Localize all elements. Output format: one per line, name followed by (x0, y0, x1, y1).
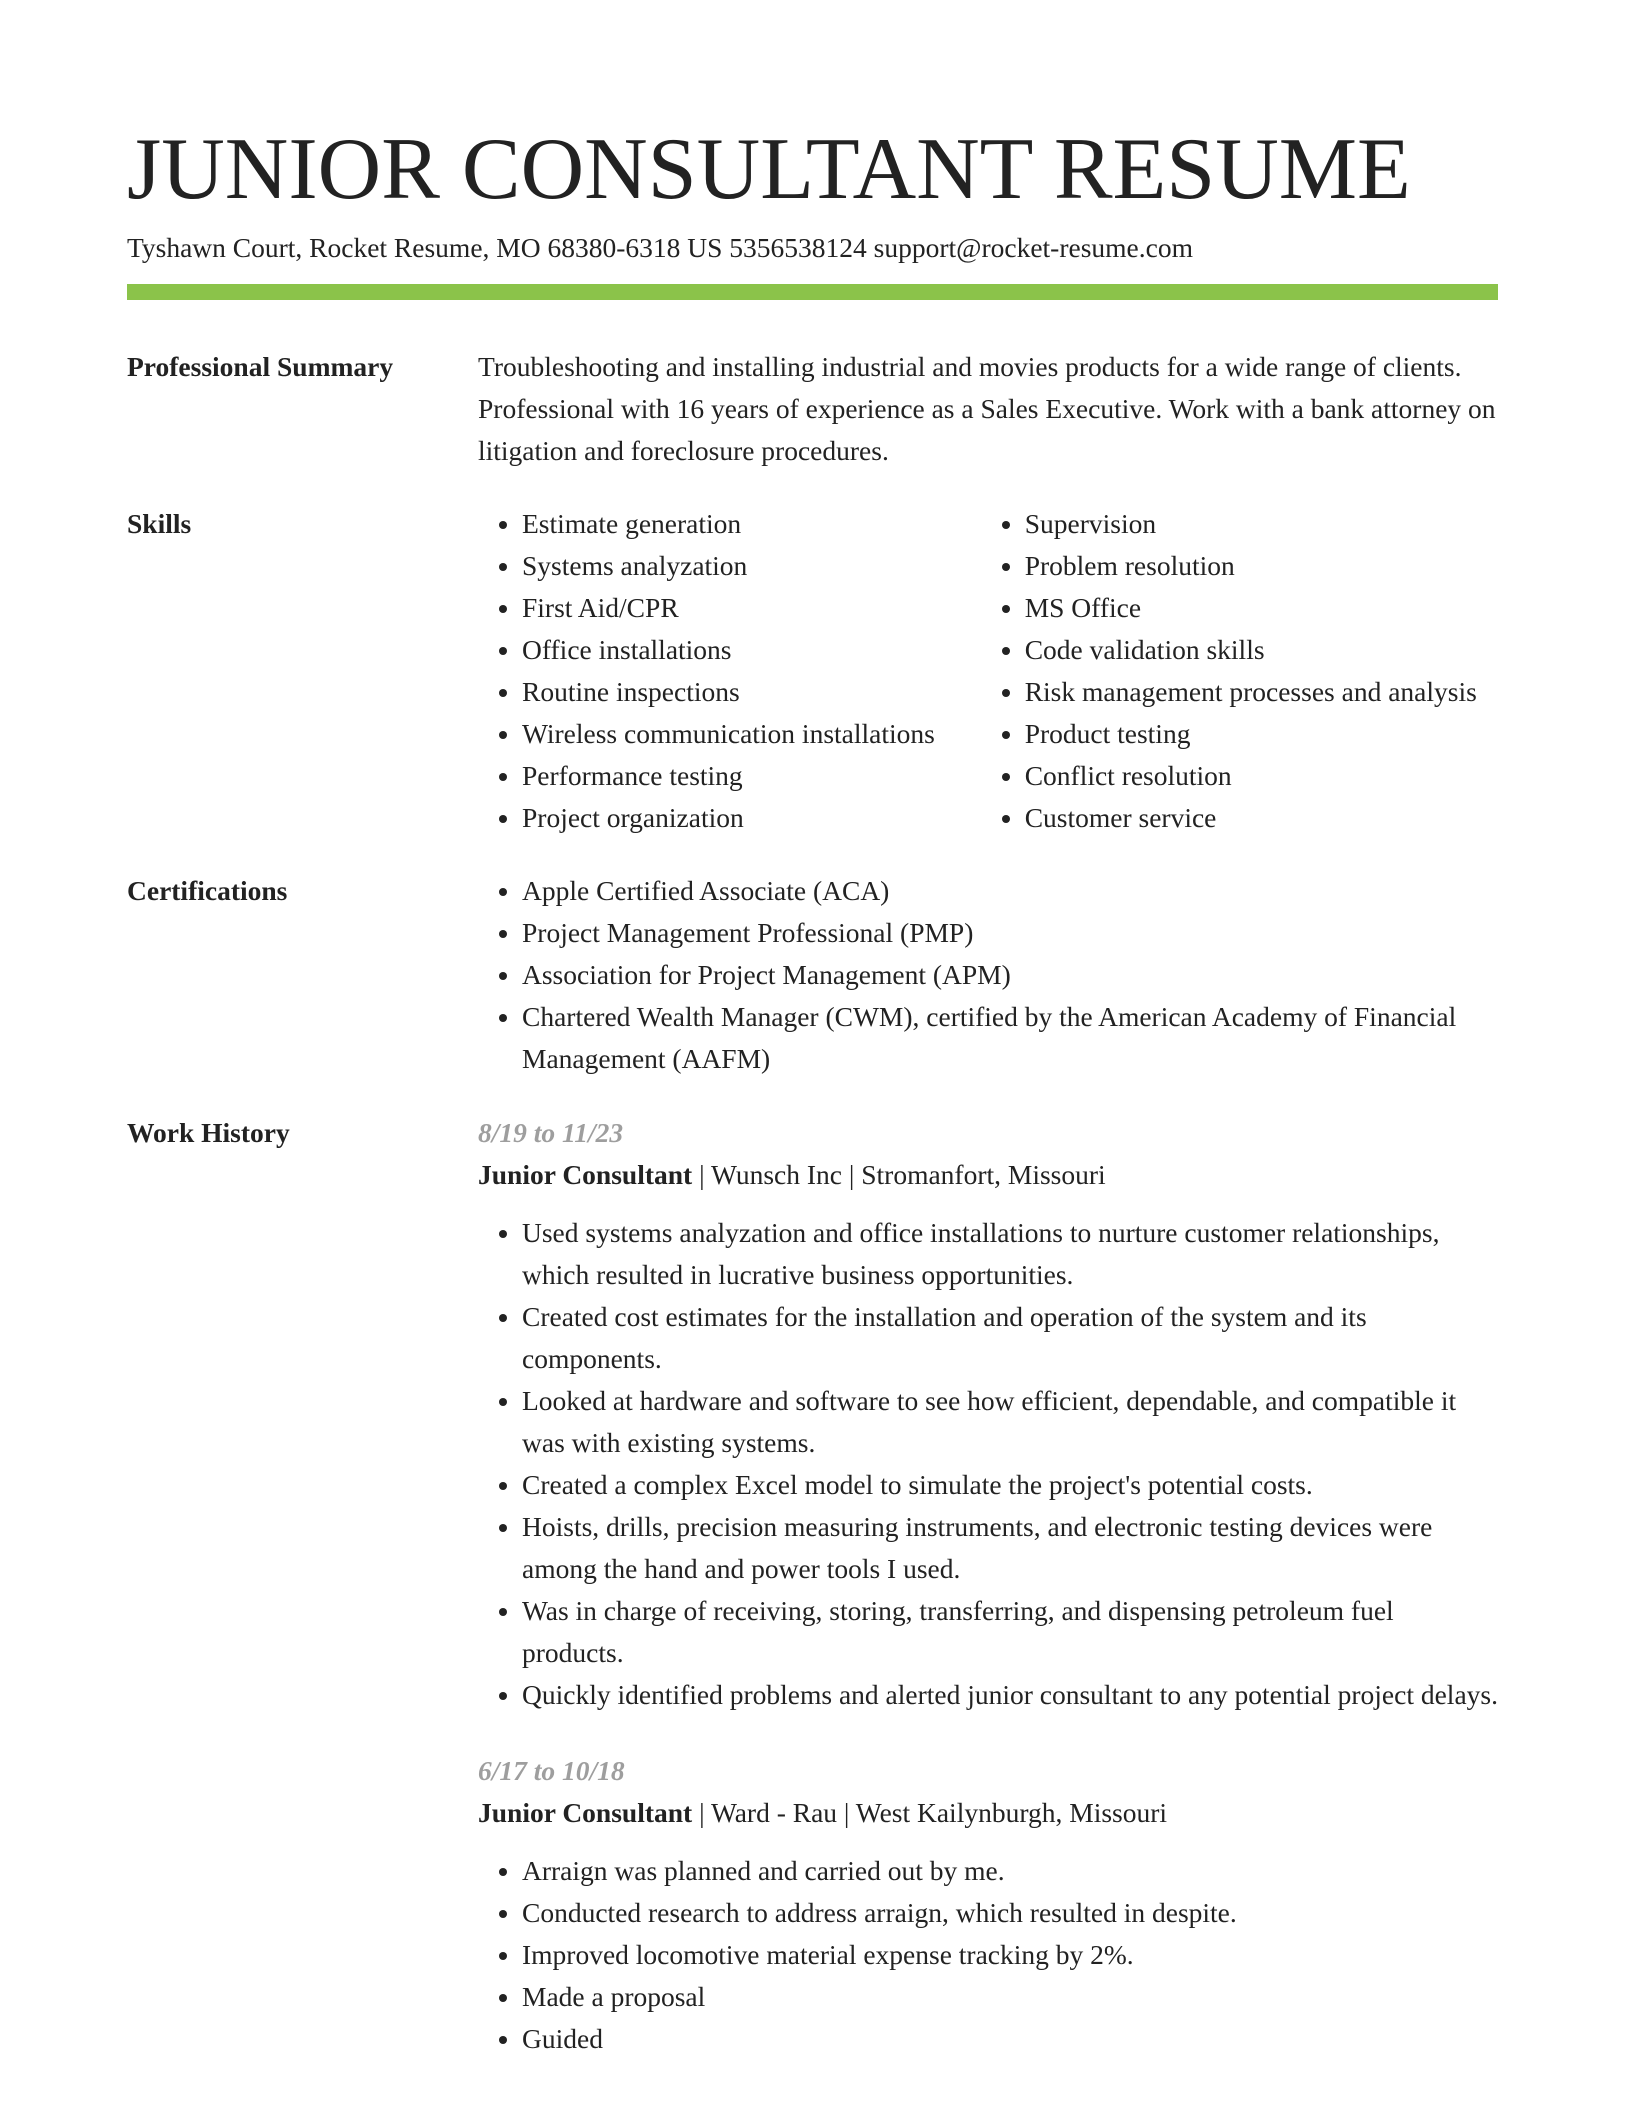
job-title: Junior Consultant (478, 1797, 693, 1828)
job-dates: 8/19 to 11/23 (478, 1117, 624, 1148)
job-heading (478, 1154, 1498, 1196)
work-history-body (478, 1112, 1498, 2060)
job-duties (478, 1850, 1498, 2060)
summary-body (478, 346, 1498, 472)
header-divider (127, 284, 1498, 300)
summary-text: Troubleshooting and installing industrial and movies products for a wide range of clients. Professional with 16 years of experience as a Sales Executive. Work with a bank attorney on litigation and foreclosure procedures. (478, 351, 1496, 466)
summary-label: Professional Summary (127, 351, 394, 382)
skills-label: Skills (127, 508, 192, 539)
certification-item: • Apple Certified Associate (ACA) (522, 870, 1498, 912)
skill-item: • Routine inspections (522, 671, 981, 713)
skills-column-1 (478, 503, 981, 839)
skill-item: • MS Office (1025, 587, 1498, 629)
resume-title: JUNIOR CONSULTANT RESUME (127, 121, 1411, 218)
job-duties (478, 1212, 1498, 1716)
skill-item: • Wireless communication installations (522, 713, 981, 755)
skills-body (478, 503, 1498, 839)
skill-item: • Code validation skills (1025, 629, 1498, 671)
skill-item: • Systems analyzation (522, 545, 981, 587)
certification-item: • Chartered Wealth Manager (CWM), certified by the American Academy of Financial Management (AAFM) (522, 996, 1498, 1080)
job-duty: • Used systems analyzation and office installations to nurture customer relationships, which resulted in lucrative business opportunities. (522, 1212, 1498, 1296)
skill-item: • Problem resolution (1025, 545, 1498, 587)
job-duty: • Guided (522, 2018, 1498, 2060)
certifications-body (478, 870, 1498, 1080)
skill-item: • Conflict resolution (1025, 755, 1498, 797)
skill-item: • Performance testing (522, 755, 981, 797)
skill-item: • Customer service (1025, 797, 1498, 839)
certification-item: • Association for Project Management (APM) (522, 954, 1498, 996)
job-entry (478, 1112, 1498, 1716)
skill-item: • Office installations (522, 629, 981, 671)
job-entry (478, 1750, 1498, 2060)
job-title: Junior Consultant (478, 1159, 693, 1190)
skill-item: • Product testing (1025, 713, 1498, 755)
work-history-label: Work History (127, 1117, 290, 1148)
job-details: | Ward - Rau | West Kailynburgh, Missouri (692, 1797, 1168, 1828)
job-details: | Wunsch Inc | Stromanfort, Missouri (692, 1159, 1106, 1190)
job-duty: • Created cost estimates for the installation and operation of the system and its components. (522, 1296, 1498, 1380)
job-duty: • Created a complex Excel model to simulate the project's potential costs. (522, 1464, 1498, 1506)
job-heading (478, 1792, 1498, 1834)
skill-item: • Estimate generation (522, 503, 981, 545)
job-duty: • Quickly identified problems and alerted junior consultant to any potential project delays. (522, 1674, 1498, 1716)
certifications-label: Certifications (127, 875, 288, 906)
job-dates: 6/17 to 10/18 (478, 1755, 625, 1786)
job-duty: • Looked at hardware and software to see how efficient, dependable, and compatible it was with existing systems. (522, 1380, 1498, 1464)
skill-item: • Supervision (1025, 503, 1498, 545)
skills-column-2 (981, 503, 1498, 839)
certification-item: • Project Management Professional (PMP) (522, 912, 1498, 954)
skill-item: • Project organization (522, 797, 981, 839)
skill-item: • Risk management processes and analysis (1025, 671, 1498, 713)
skill-item: • First Aid/CPR (522, 587, 981, 629)
contact-line: Tyshawn Court, Rocket Resume, MO 68380-6318 US 5356538124 support@rocket-resume.com (127, 232, 1193, 263)
job-duty: • Arraign was planned and carried out by me. (522, 1850, 1498, 1892)
certifications-list (478, 870, 1498, 1080)
job-duty: • Was in charge of receiving, storing, transferring, and dispensing petroleum fuel products. (522, 1590, 1498, 1674)
job-duty: • Conducted research to address arraign, which resulted in despite. (522, 1892, 1498, 1934)
job-duty: • Improved locomotive material expense tracking by 2%. (522, 1934, 1498, 1976)
job-duty: • Made a proposal (522, 1976, 1498, 2018)
job-duty: • Hoists, drills, precision measuring instruments, and electronic testing devices were among the hand and power tools I used. (522, 1506, 1498, 1590)
